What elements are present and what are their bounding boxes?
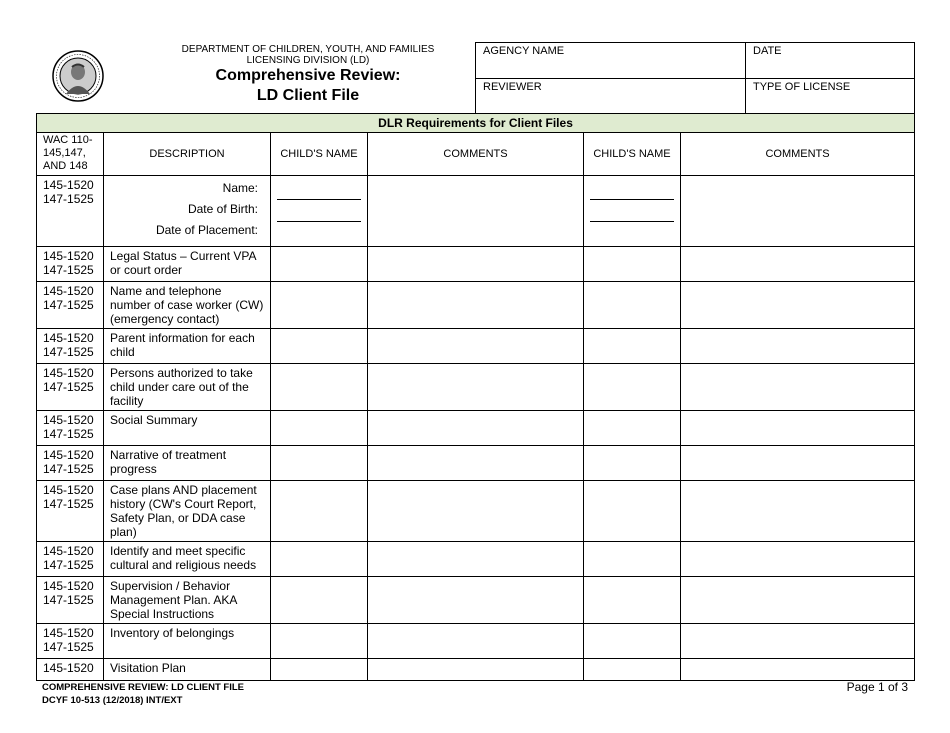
type-of-license-label: TYPE OF LICENSE	[753, 81, 851, 93]
wac-code: 147-1525	[43, 427, 94, 441]
division-name: LICENSING DIVISION (LD)	[246, 55, 370, 66]
comments-cell[interactable]	[681, 481, 915, 542]
childs-name-cell[interactable]	[584, 542, 681, 577]
wac-code: 145-1520	[43, 626, 94, 640]
comments-cell[interactable]	[368, 624, 584, 659]
table-row	[37, 446, 915, 481]
wac-code: 145-1520	[43, 178, 94, 192]
child-placement-date-input[interactable]	[590, 222, 674, 244]
description-cell: Inventory of belongings	[104, 624, 271, 659]
childs-name-cell[interactable]	[584, 481, 681, 542]
header-fields	[475, 42, 915, 115]
description-cell: Supervision / Behavior Management Plan. AKA Special Instructions	[104, 577, 271, 624]
table-row	[37, 481, 915, 542]
child-name-input[interactable]	[590, 178, 674, 200]
table-banner: DLR Requirements for Client Files	[37, 114, 915, 133]
col-header-childs-name-1: CHILD'S NAME	[271, 133, 368, 176]
childs-name-cell[interactable]	[271, 282, 368, 329]
wac-cell	[37, 411, 104, 446]
description-cell: Parent information for each child	[104, 329, 271, 364]
type-of-license-field[interactable]	[746, 79, 915, 115]
col-header-childs-name-2: CHILD'S NAME	[584, 133, 681, 176]
identity-labels-cell	[104, 176, 271, 247]
wac-code: 145-1520	[43, 284, 94, 298]
reviewer-field[interactable]	[476, 79, 746, 115]
state-seal-icon	[52, 50, 104, 102]
comments-cell[interactable]	[368, 329, 584, 364]
comments-cell[interactable]	[368, 446, 584, 481]
agency-name-label: AGENCY NAME	[483, 45, 565, 57]
comments-cell[interactable]	[681, 411, 915, 446]
wac-code: 145-1520	[43, 544, 94, 558]
wac-code: 147-1525	[43, 298, 94, 312]
childs-name-cell[interactable]	[584, 624, 681, 659]
comments-cell[interactable]	[368, 577, 584, 624]
childs-name-cell[interactable]	[271, 329, 368, 364]
child-dob-input[interactable]	[590, 200, 674, 222]
wac-cell	[37, 176, 104, 247]
wac-cell	[37, 247, 104, 282]
wac-code: 147-1525	[43, 497, 94, 511]
wac-code: 147-1525	[43, 640, 94, 654]
childs-name-cell[interactable]	[271, 481, 368, 542]
childs-name-cell[interactable]	[271, 446, 368, 481]
wac-cell	[37, 624, 104, 659]
child-name-input[interactable]	[277, 178, 361, 200]
childs-name-cell[interactable]	[271, 577, 368, 624]
col-header-comments-1: COMMENTS	[368, 133, 584, 176]
comments-cell[interactable]	[681, 577, 915, 624]
comments-cell[interactable]	[681, 659, 915, 681]
childs-name-cell[interactable]	[584, 577, 681, 624]
table-row	[37, 577, 915, 624]
wac-code: 147-1525	[43, 462, 94, 476]
wac-cell	[37, 446, 104, 481]
wac-cell	[37, 542, 104, 577]
description-cell: Name and telephone number of case worker (CW) (emergency contact)	[104, 282, 271, 329]
wac-code: 147-1525	[43, 345, 94, 359]
childs-name-cell[interactable]	[584, 411, 681, 446]
department-name: DEPARTMENT OF CHILDREN, YOUTH, AND FAMILIES	[181, 44, 435, 55]
date-field[interactable]	[746, 43, 915, 79]
requirements-table	[36, 113, 915, 681]
description-cell: Visitation Plan	[104, 659, 271, 681]
childs-name-cell[interactable]	[271, 542, 368, 577]
description-cell: Identify and meet specific cultural and religious needs	[104, 542, 271, 577]
col-header-wac: WAC 110-145,147, AND 148	[37, 133, 104, 176]
date-of-placement-label: Date of Placement:	[155, 223, 258, 237]
table-row	[37, 624, 915, 659]
comments-cell[interactable]	[681, 282, 915, 329]
form-title-line1: Comprehensive Review:	[215, 67, 401, 84]
table-row	[37, 542, 915, 577]
childs-name-cell[interactable]	[584, 446, 681, 481]
table-row	[37, 176, 915, 247]
child-identity-fields-2	[584, 176, 681, 247]
comments-cell[interactable]	[368, 659, 584, 681]
comments-cell[interactable]	[368, 411, 584, 446]
wac-code: 147-1525	[43, 263, 94, 277]
wac-code: 147-1525	[43, 593, 94, 607]
comments-cell[interactable]	[368, 176, 584, 247]
comments-cell[interactable]	[368, 481, 584, 542]
comments-cell[interactable]	[681, 329, 915, 364]
childs-name-cell[interactable]	[271, 364, 368, 411]
wac-code: 147-1525	[43, 558, 94, 572]
comments-cell[interactable]	[368, 542, 584, 577]
childs-name-cell[interactable]	[584, 329, 681, 364]
table-row	[37, 247, 915, 282]
description-cell: Persons authorized to take child under care out of the facility	[104, 364, 271, 411]
footer-form-number: DCYF 10-513 (12/2018) INT/EXT	[42, 695, 183, 706]
child-placement-date-input[interactable]	[277, 222, 361, 244]
wac-cell	[37, 329, 104, 364]
wac-code: 145-1520	[43, 448, 94, 462]
childs-name-cell[interactable]	[271, 659, 368, 681]
wac-cell	[37, 481, 104, 542]
wac-code: 145-1520	[43, 413, 94, 427]
description-cell: Social Summary	[104, 411, 271, 446]
form-title-line2: LD Client File	[256, 87, 360, 104]
description-cell: Legal Status – Current VPA or court order	[104, 247, 271, 282]
table-row	[37, 329, 915, 364]
childs-name-cell[interactable]	[584, 282, 681, 329]
child-dob-input[interactable]	[277, 200, 361, 222]
wac-code: 147-1525	[43, 192, 94, 206]
childs-name-cell[interactable]	[271, 624, 368, 659]
footer-form-title: COMPREHENSIVE REVIEW: LD CLIENT FILE	[42, 682, 244, 693]
comments-cell[interactable]	[368, 364, 584, 411]
wac-cell	[37, 577, 104, 624]
name-label: Name:	[222, 181, 258, 195]
description-cell: Case plans AND placement history (CW's Court Report, Safety Plan, or DDA case plan)	[104, 481, 271, 542]
wac-cell	[37, 364, 104, 411]
requirement-rows	[37, 247, 915, 681]
wac-code: 145-1520	[43, 366, 94, 380]
comments-cell[interactable]	[681, 364, 915, 411]
date-label: DATE	[753, 45, 782, 57]
page-number: Page 1 of 3	[846, 680, 908, 694]
childs-name-cell[interactable]	[584, 247, 681, 282]
reviewer-label: REVIEWER	[483, 81, 542, 93]
wac-cell	[37, 282, 104, 329]
date-of-birth-label: Date of Birth:	[187, 202, 258, 216]
col-header-description: DESCRIPTION	[104, 133, 271, 176]
table-row	[37, 411, 915, 446]
comments-cell[interactable]	[681, 247, 915, 282]
wac-code: 145-1520	[43, 249, 94, 263]
childs-name-cell[interactable]	[584, 659, 681, 681]
wac-cell	[37, 659, 104, 681]
comments-cell[interactable]	[368, 282, 584, 329]
comments-cell[interactable]	[681, 446, 915, 481]
wac-code: 145-1520	[43, 579, 94, 593]
childs-name-cell[interactable]	[271, 247, 368, 282]
childs-name-cell[interactable]	[584, 364, 681, 411]
agency-name-field[interactable]	[476, 43, 746, 79]
wac-code: 145-1520	[43, 331, 94, 345]
child-identity-fields-1	[271, 176, 368, 247]
comments-cell[interactable]	[681, 176, 915, 247]
table-row	[37, 364, 915, 411]
comments-cell[interactable]	[368, 247, 584, 282]
comments-cell[interactable]	[681, 542, 915, 577]
description-cell: Narrative of treatment progress	[104, 446, 271, 481]
childs-name-cell[interactable]	[271, 411, 368, 446]
table-row	[37, 282, 915, 329]
col-header-comments-2: COMMENTS	[681, 133, 915, 176]
wac-code: 147-1525	[43, 380, 94, 394]
comments-cell[interactable]	[681, 624, 915, 659]
table-row	[37, 659, 915, 681]
wac-code: 145-1520	[43, 483, 94, 497]
wac-code: 145-1520	[43, 661, 94, 675]
